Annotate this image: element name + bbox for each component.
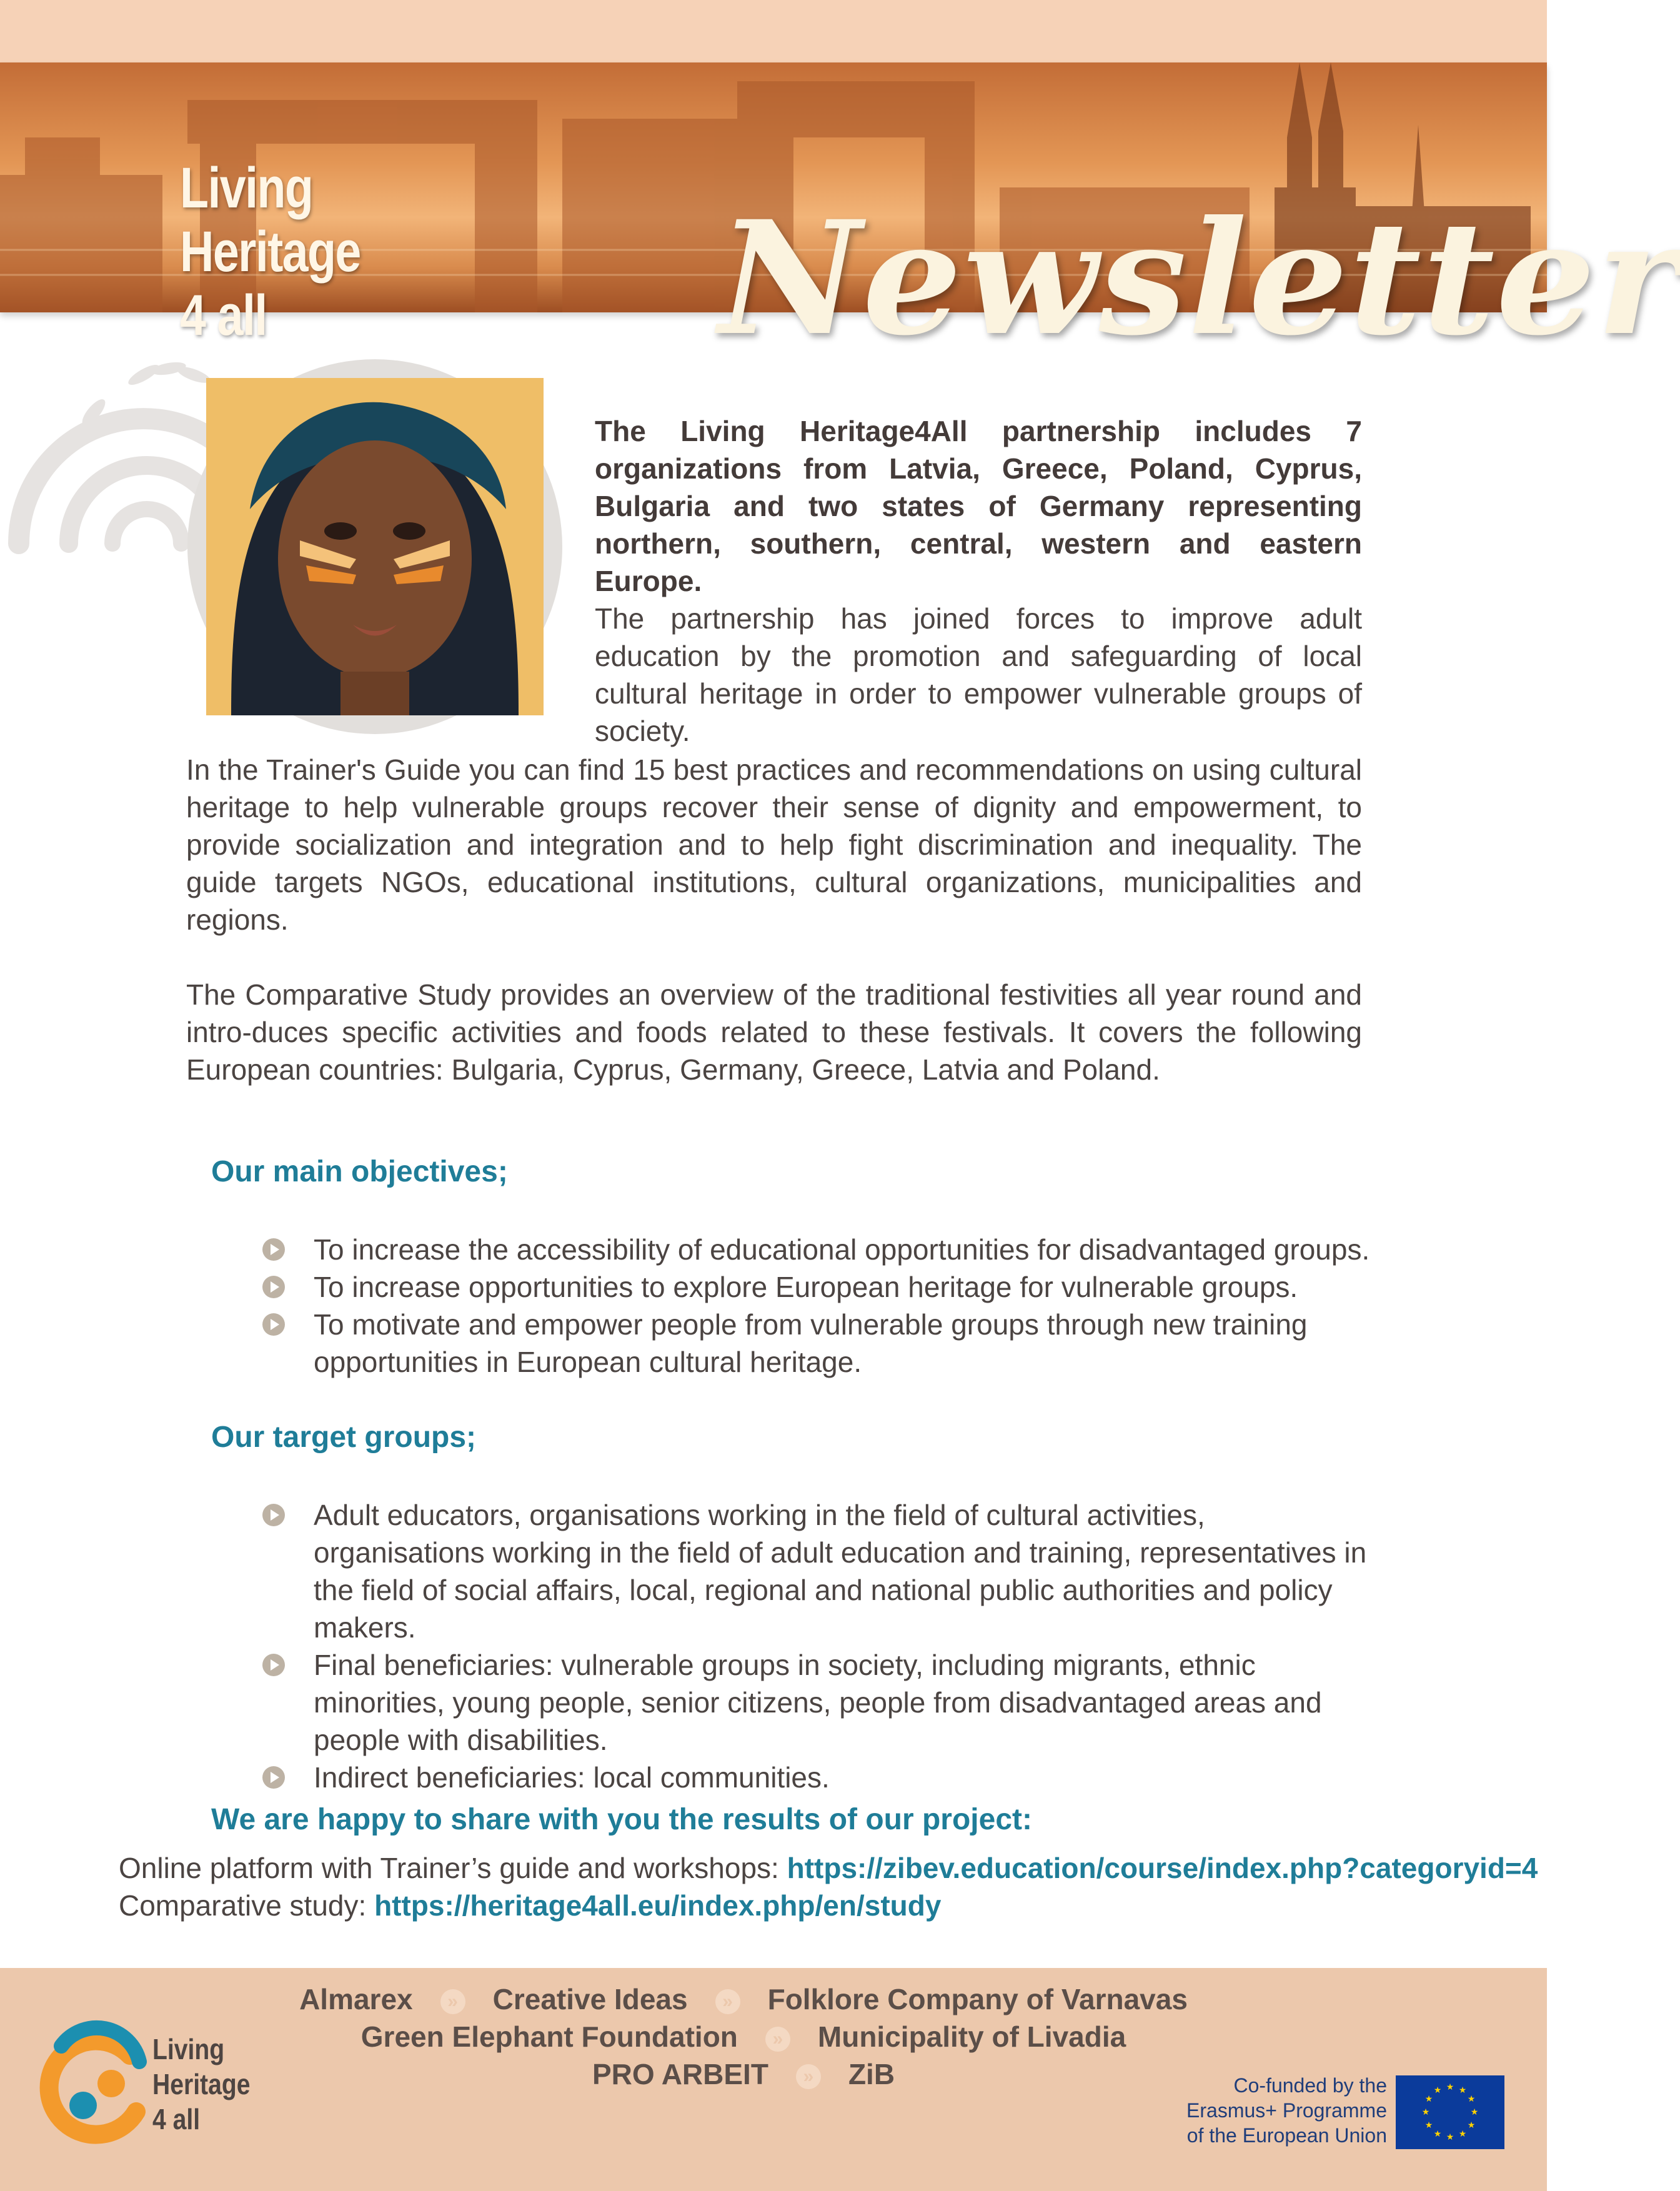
intro-paragraph — [595, 412, 1362, 750]
intro-bold-text: The Living Heritage4All partnership includes 7 organizations from Latvia, Greece, Poland, Cyprus, Bulgaria and two states of Germany representing northern, southern, central, western and eastern Europe. — [595, 415, 1362, 597]
svg-text:★: ★ — [1421, 2107, 1430, 2117]
objective-item: To increase opportunities to explore European heritage for vulnerable groups. — [262, 1268, 1374, 1306]
banner-brand-line3: 4 all — [180, 284, 267, 347]
svg-text:★: ★ — [1433, 2085, 1442, 2095]
portrait-image — [206, 378, 544, 715]
svg-text:★: ★ — [1424, 2094, 1433, 2104]
partner-row-2 — [269, 2018, 1218, 2055]
svg-text:★: ★ — [1467, 2120, 1476, 2130]
play-bullet-icon — [262, 1766, 285, 1789]
top-strip — [0, 0, 1547, 62]
banner-brand-line1: Living — [180, 156, 313, 220]
partner-name: ZiB — [848, 2058, 895, 2090]
partner-name: Almarex — [299, 1983, 413, 2015]
objective-item: To increase the accessibility of educational opportunities for disadvantaged groups. — [262, 1231, 1374, 1268]
objectives-list — [262, 1231, 1374, 1381]
target-group-item: Final beneficiaries: vulnerable groups in society, including migrants, ethnic minorities, young people, senior citizens, people from disadvantaged areas and people with disabilities. — [262, 1646, 1374, 1759]
banner-brand-line2: Heritage — [180, 220, 360, 284]
svg-text:★: ★ — [1470, 2107, 1479, 2117]
objectives-heading: Our main objectives; — [211, 1155, 508, 1188]
partner-row-3 — [269, 2055, 1218, 2093]
living-heritage-logo-icon — [36, 2018, 155, 2155]
comparative-study-paragraph: The Comparative Study provides an overview of the traditional festivities all year round and intro-duces specific activities and foods related to these festivals. It covers the following European countries: Bulgaria, Cyprus, Germany, Greece, Latvia and Poland. — [186, 978, 1362, 1086]
eu-flag-icon — [1396, 2075, 1504, 2149]
target-group-item: Indirect beneficiaries: local communities. — [262, 1759, 1374, 1796]
play-bullet-icon — [262, 1276, 285, 1298]
partner-name: Folklore Company of Varnavas — [767, 1983, 1188, 2015]
double-chevron-icon: » — [765, 2027, 790, 2052]
partner-name: Green Elephant Foundation — [360, 2020, 738, 2053]
double-chevron-icon: » — [715, 1989, 740, 2014]
play-bullet-icon — [262, 1238, 285, 1261]
svg-text:★: ★ — [1424, 2120, 1433, 2130]
partner-name: Creative Ideas — [492, 1983, 688, 2015]
newsletter-title: Newsletter — [718, 186, 1680, 370]
svg-text:★: ★ — [1433, 2129, 1442, 2139]
play-bullet-icon — [262, 1313, 285, 1336]
intro-body-text: The partnership has joined forces to improve adult education by the promotion and safeguarding of local cultural heritage in order to empower vulnerable groups of society. — [595, 602, 1362, 747]
partner-name: Municipality of Livadia — [817, 2020, 1126, 2053]
objective-item: To motivate and empower people from vulnerable groups through new training opportunities in European cultural heritage. — [262, 1306, 1374, 1381]
platform-label: Online platform with Trainer’s guide and workshops: — [119, 1852, 787, 1884]
platform-link[interactable]: https://zibev.education/course/index.php?categoryid=4 — [787, 1852, 1538, 1884]
platform-link-line — [119, 1849, 1538, 1887]
target-groups-heading: Our target groups; — [211, 1421, 477, 1454]
target-groups-list — [262, 1496, 1374, 1796]
svg-text:★: ★ — [1467, 2094, 1476, 2104]
eu-cofunding-text: Co-funded by the Erasmus+ Programme of the European Union — [1186, 2074, 1387, 2147]
study-label: Comparative study: — [119, 1889, 375, 1922]
double-chevron-icon: » — [440, 1989, 465, 2014]
play-bullet-icon — [262, 1504, 285, 1526]
study-link[interactable]: https://heritage4all.eu/index.php/en/study — [374, 1889, 942, 1922]
partner-row-1 — [269, 1980, 1218, 2018]
study-link-line — [119, 1887, 1538, 1924]
svg-text:★: ★ — [1446, 2082, 1454, 2092]
svg-text:★: ★ — [1446, 2132, 1454, 2142]
results-heading: We are happy to share with you the results of our project: — [211, 1803, 1032, 1836]
footer-brand-text: Living Heritage 4 all — [152, 2033, 251, 2135]
trainers-guide-paragraph: In the Trainer's Guide you can find 15 best practices and recommendations on using cultural heritage to help vulnerable groups recover their sense of dignity and empowerment, to provide socialization and integration and to help fight discrimination and inequality. The guide targets NGOs, educational institutions, cultural organizations, municipalities and regions. — [186, 753, 1362, 936]
svg-text:★: ★ — [1458, 2129, 1467, 2139]
banner-brand-logo — [180, 156, 395, 347]
double-chevron-icon: » — [796, 2064, 821, 2089]
partner-list — [269, 1980, 1218, 2093]
play-bullet-icon — [262, 1654, 285, 1676]
results-links — [119, 1849, 1538, 1924]
svg-text:★: ★ — [1458, 2085, 1467, 2095]
target-group-item: Adult educators, organisations working in the field of cultural activities, organisations working in the field of adult education and training, representatives in the field of social affairs, local, regional and national public authorities and policy makers. — [262, 1496, 1374, 1646]
partner-name: PRO ARBEIT — [592, 2058, 768, 2090]
